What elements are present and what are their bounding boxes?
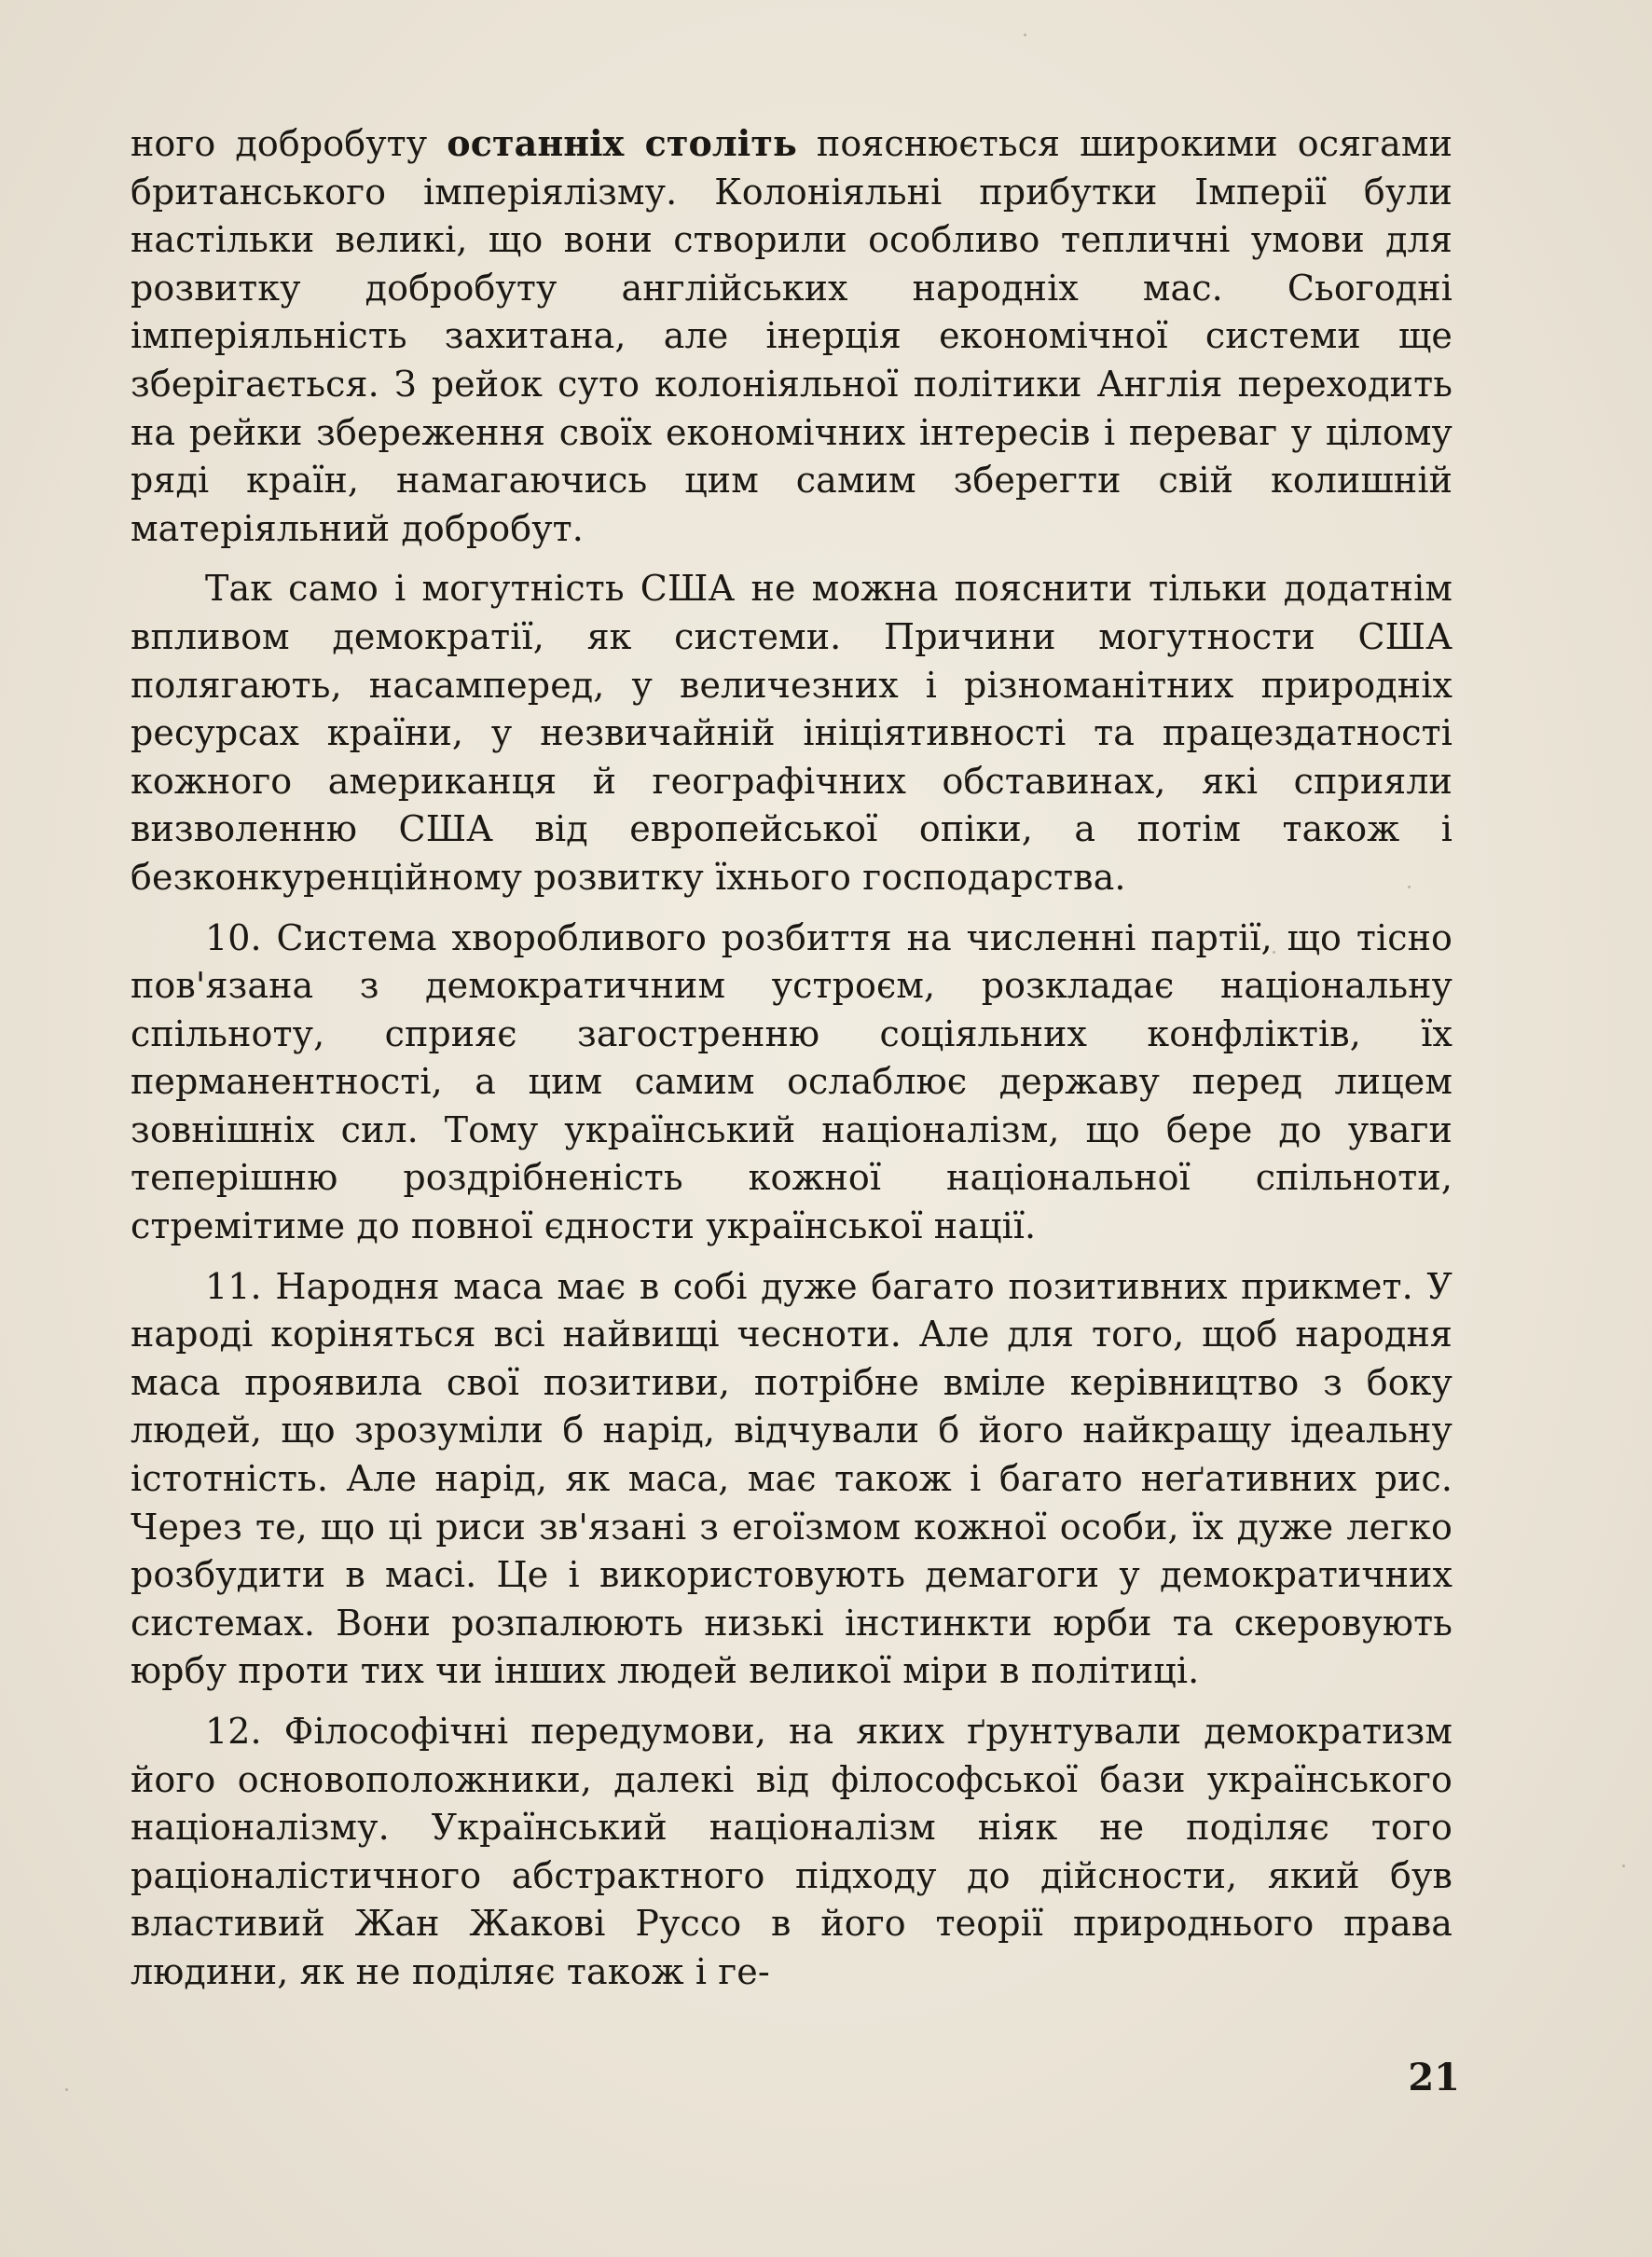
paper-speck	[1024, 34, 1026, 36]
emphasized-phrase: останніх століть	[447, 122, 797, 164]
paragraph-10: 10. Система хворобливого розбиття на численні партії, що тісно пов'язана з демократичним устроєм, розкладає національну спільноту, сприяє загостренню соціяльних конфліктів, їх перманентності, а цим самим ослаблює державу перед лицем зовнішніх сил. Тому український націоналізм, що бере до уваги теперішню роздрібненість кожної національної спільноти, стремітиме до повної єдности української нації.	[131, 916, 1452, 1247]
paragraph-continued	[131, 119, 1452, 553]
paragraph-11: 11. Народня маса має в собі дуже багато позитивних прикмет. У народі коріняться всі найвищі чесноти. Але для того, щоб народня маса проявила свої позитиви, потрібне вміле керівництво з боку людей, що зрозуміли б нарід, відчували б його найкращу ідеальну істотність. Але нарід, як маса, має також і багато неґативних рис. Через те, що ці риси зв'язані з егоїзмом кожної особи, їх дуже легко розбудити в масі. Це і використовують демагоги у демократичних системах. Вони розпалюють низькі інстинкти юрби та скеровують юрбу проти тих чи інших людей великої міри в політиці.	[131, 1265, 1452, 1692]
page-number: 21	[1408, 2056, 1460, 2099]
paragraph-text-start: ного добробуту	[131, 123, 447, 164]
paragraph-12: 12. Філософічні передумови, на яких ґрунтували демократизм його основоположники, далекі від філософської бази українського націоналізму. Український націоналізм ніяк не поділяє того раціоналістичного абстрактного підходу до дійсности, який був властивий Жан Жакові Руссо в його теорії природнього права людини, як не поділяє також і ге-	[131, 1711, 1452, 1992]
paragraph-usa: Так само і могутність США не можна пояснити тільки додатнім впливом демократії, як системи. Причини могутности США полягають, насамперед, у величезних і різноманітних природніх ресурсах країни, у незвичайній ініціятивності та працездатності кожного американця й географічних обставинах, які сприяли визволенню США від европейської опіки, а потім також і безконкуренційному розвитку їхнього господарства.	[131, 568, 1452, 898]
paragraph-text-rest: пояснюється широкими осягами британського імперіялізму. Колоніяльні прибутки Імперії були настільки великі, що вони створили особливо тепличні умови для розвитку добробуту англійських народніх мас. Сьогодні імперіяльність захитана, але інерція економічної системи ще зберігається. З рейок суто колоніяльної політики Англія переходить на рейки збереження своїх економічних інтересів і переваг у цілому ряді країн, намагаючись цим самим зберегти свій колишній матеріяльний добробут.	[131, 123, 1453, 549]
body-text	[131, 119, 1452, 1997]
paper-speck	[1622, 1865, 1625, 1867]
paper-speck	[65, 2088, 68, 2091]
